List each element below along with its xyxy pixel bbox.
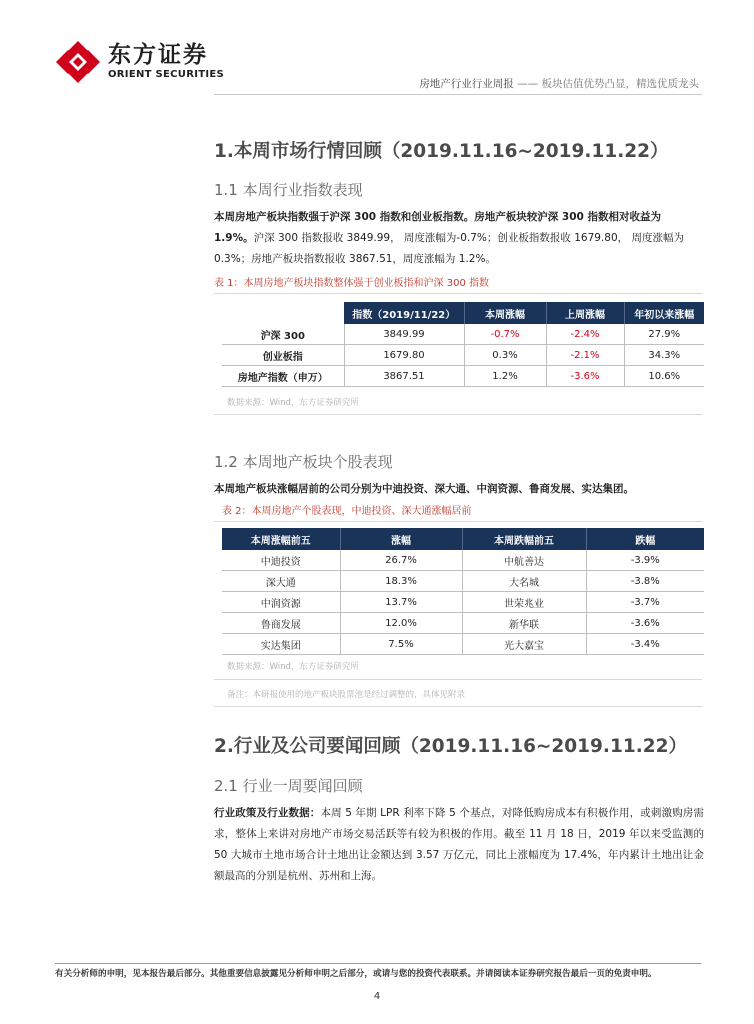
table-header-cell: 涨幅 bbox=[340, 528, 462, 550]
section1-1-paragraph bbox=[214, 207, 704, 270]
table-header-cell: 本周跌幅前五 bbox=[462, 528, 586, 550]
table-cell: 12.0% bbox=[340, 613, 462, 634]
section1-2-paragraph-bold: 本周地产板块涨幅居前的公司分别为中迪投资、深大通、中润资源、鲁商发展、实达集团。 bbox=[214, 483, 634, 495]
section1-1-title: 1.1 本周行业指数表现 bbox=[214, 181, 363, 199]
index-performance-table bbox=[222, 302, 704, 387]
page-number: 4 bbox=[373, 991, 381, 1002]
table2-remark: 备注：本研报使用的地产板块股票池是经过调整的，具体见附录 bbox=[227, 690, 466, 700]
table1-top-rule bbox=[214, 293, 702, 294]
table-cell: -3.7% bbox=[586, 592, 704, 613]
table-cell: 沪深 300 bbox=[222, 324, 344, 345]
table-cell: 3849.99 bbox=[344, 324, 464, 345]
table-header-cell: 本周涨幅 bbox=[464, 302, 546, 324]
logo-name-en: ORIENT SECURITIES bbox=[108, 69, 225, 80]
logo-mark-icon bbox=[55, 40, 101, 84]
table2-source: 数据来源：Wind，东方证券研究所 bbox=[227, 662, 359, 672]
table-cell: 1679.80 bbox=[344, 345, 464, 366]
section1-1-paragraph-rest: 沪深 300 指数报收 3849.99， 周度涨幅为-0.7%；创业板指数报收 1679.80， 周度涨幅为 0.3%；房地产板块指数报收 3867.51，周度涨幅为 1.2%。 bbox=[214, 232, 684, 265]
table-cell: 13.7% bbox=[340, 592, 462, 613]
stock-performance-table bbox=[222, 528, 704, 655]
table-cell: 实达集团 bbox=[222, 634, 340, 655]
table-cell: 中润资源 bbox=[222, 592, 340, 613]
table-cell: 鲁商发展 bbox=[222, 613, 340, 634]
section2-1-paragraph bbox=[214, 803, 704, 887]
table2-top-rule bbox=[214, 521, 702, 522]
table-cell: 光大嘉宝 bbox=[462, 634, 586, 655]
table-cell: 1.2% bbox=[464, 366, 546, 387]
table2-mid-rule bbox=[214, 679, 702, 680]
section1-1-paragraph-bold: 本周房地产板块指数强于沪深 300 指数和创业板指数。房地产板块较沪深 300 指数相对收益为 1.9%。 bbox=[214, 211, 661, 244]
table1-caption: 表 1：本周房地产板块指数整体强于创业板指和沪深 300 指数 bbox=[214, 278, 489, 289]
table-header-cell bbox=[222, 302, 344, 324]
header-title bbox=[419, 78, 699, 91]
table-cell: 创业板指 bbox=[222, 345, 344, 366]
table-row bbox=[222, 550, 704, 571]
table-cell: 0.3% bbox=[464, 345, 546, 366]
table-cell: 新华联 bbox=[462, 613, 586, 634]
footer-disclaimer: 有关分析师的申明，见本报告最后部分。其他重要信息披露见分析师申明之后部分，或请与您的投资代表联系。并请阅读本证券研究报告最后一页的免责申明。 bbox=[55, 969, 657, 979]
table-cell: -2.1% bbox=[546, 345, 624, 366]
section1-2-paragraph bbox=[214, 479, 704, 500]
table-row bbox=[222, 571, 704, 592]
table-cell: -2.4% bbox=[546, 324, 624, 345]
section2-1-title: 2.1 行业一周要闻回顾 bbox=[214, 777, 363, 795]
table-cell: -3.6% bbox=[546, 366, 624, 387]
table-cell: 7.5% bbox=[340, 634, 462, 655]
table-cell: 世荣兆业 bbox=[462, 592, 586, 613]
table-cell: -3.8% bbox=[586, 571, 704, 592]
table-row bbox=[222, 324, 704, 345]
table-header-cell: 指数（2019/11/22） bbox=[344, 302, 464, 324]
table-cell: 中迪投资 bbox=[222, 550, 340, 571]
table-row bbox=[222, 634, 704, 655]
section1-2-title: 1.2 本周地产板块个股表现 bbox=[214, 453, 393, 471]
table2-bottom-rule bbox=[214, 706, 702, 707]
section2-1-paragraph-rest: 本周 5 年期 LPR 利率下降 5 个基点，对降低购房成本有积极作用，或刺激购房需求，整体上来讲对房地产市场交易活跃等有较为积极的作用。截至 11 月 18 日，2019 年以来受监测的 50 大城市土地市场合计土地出让金额达到 3.57 万亿元，同比上涨幅度为 17.4%，年内累计土地出让金额最高的分别是杭州、苏州和上海。 bbox=[214, 807, 705, 882]
table-row bbox=[222, 366, 704, 387]
table-cell: -3.4% bbox=[586, 634, 704, 655]
section1-title: 1.本周市场行情回顾（2019.11.16~2019.11.22） bbox=[214, 141, 669, 162]
table-header-cell: 上周涨幅 bbox=[546, 302, 624, 324]
table-row bbox=[222, 345, 704, 366]
table1-bottom-rule bbox=[214, 414, 702, 415]
footer-divider bbox=[55, 963, 701, 964]
logo-name-cn: 东方证券 bbox=[108, 42, 208, 68]
section2-title: 2.行业及公司要闻回顾（2019.11.16~2019.11.22） bbox=[214, 736, 687, 757]
table-cell: -3.6% bbox=[586, 613, 704, 634]
table-cell: 34.3% bbox=[624, 345, 704, 366]
table-cell: 房地产指数（申万） bbox=[222, 366, 344, 387]
table-header-cell: 本周涨幅前五 bbox=[222, 528, 340, 550]
header-divider bbox=[214, 94, 702, 95]
table-cell: 27.9% bbox=[624, 324, 704, 345]
report-subtitle: 板块估值优势凸显，精选优质龙头 bbox=[541, 78, 699, 90]
table-header-row bbox=[222, 302, 704, 324]
report-type: 房地产行业行业周报 bbox=[419, 78, 514, 90]
table-cell: 深大通 bbox=[222, 571, 340, 592]
table-header-cell: 跌幅 bbox=[586, 528, 704, 550]
table-cell: 10.6% bbox=[624, 366, 704, 387]
table-row bbox=[222, 592, 704, 613]
table-cell: 3867.51 bbox=[344, 366, 464, 387]
table1-source: 数据来源：Wind，东方证券研究所 bbox=[227, 398, 359, 408]
table-row bbox=[222, 613, 704, 634]
table2-caption: 表 2：本周房地产个股表现，中迪投资、深大通涨幅居前 bbox=[222, 506, 472, 517]
table-cell: 26.7% bbox=[340, 550, 462, 571]
table-header-cell: 年初以来涨幅 bbox=[624, 302, 704, 324]
table-cell: 中航善达 bbox=[462, 550, 586, 571]
section2-1-paragraph-bold: 行业政策及行业数据： bbox=[214, 807, 321, 819]
table-header-row bbox=[222, 528, 704, 550]
table-cell: -0.7% bbox=[464, 324, 546, 345]
header-separator: —— bbox=[513, 78, 542, 90]
table-cell: -3.9% bbox=[586, 550, 704, 571]
table-cell: 大名城 bbox=[462, 571, 586, 592]
table-cell: 18.3% bbox=[340, 571, 462, 592]
